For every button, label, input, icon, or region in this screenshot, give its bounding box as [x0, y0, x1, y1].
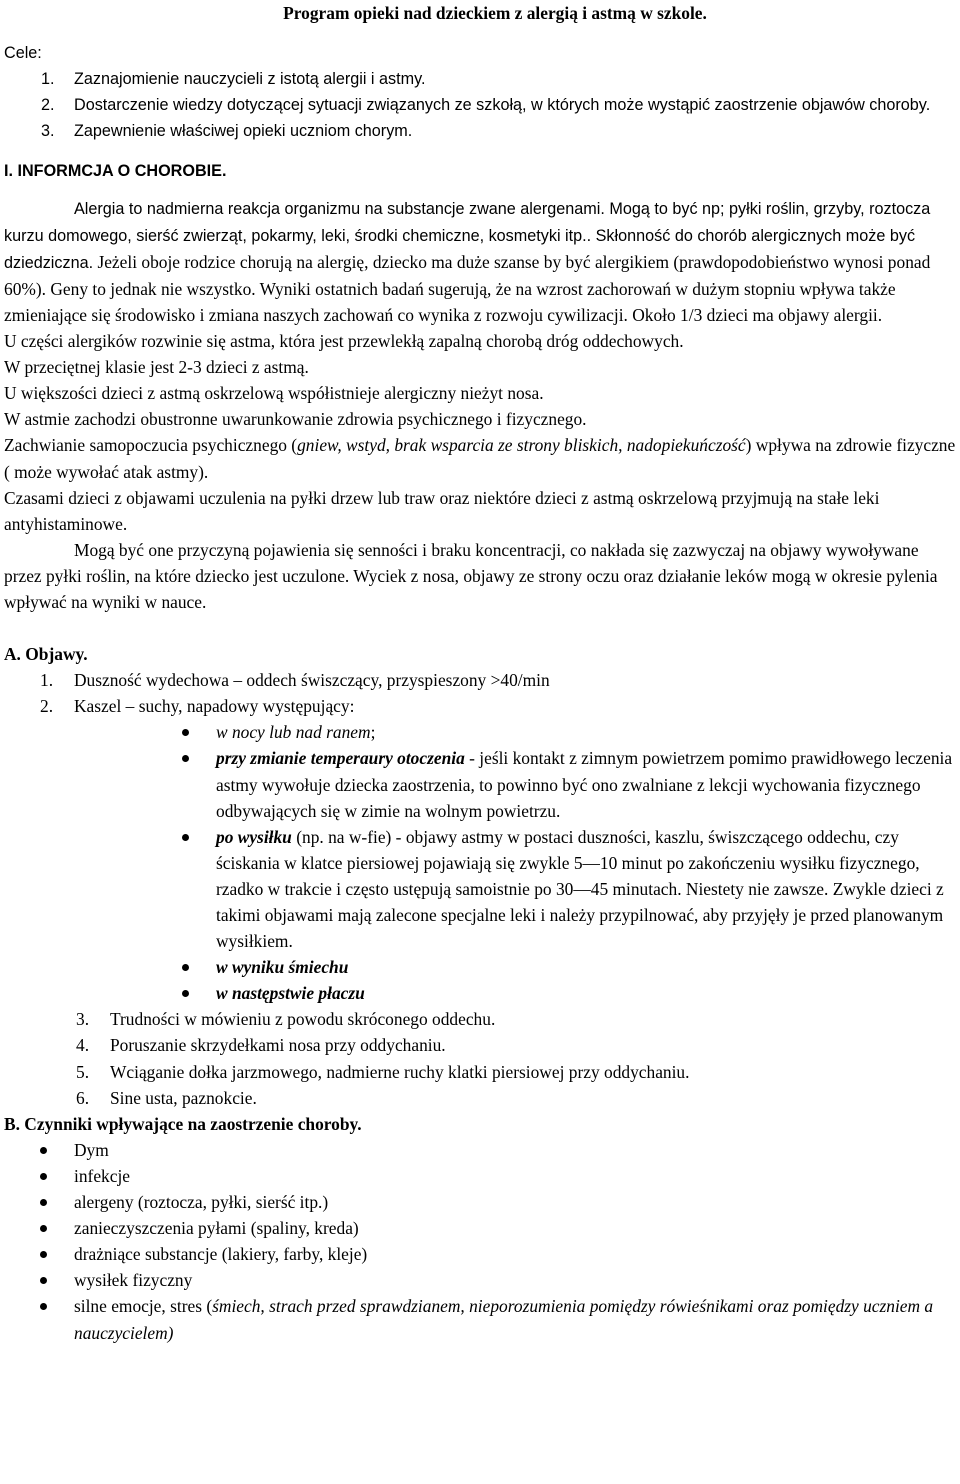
document-title: Program opieki nad dzieckiem z alergią i astmą w szkole. [283, 3, 707, 23]
bullet-icon [40, 1199, 47, 1206]
list-item: alergeny (roztocza, pyłki, sierść itp.) [4, 1189, 956, 1215]
list-item: 1. Zaznajomienie nauczycieli z istotą alergii i astmy. [41, 70, 426, 89]
spacer [4, 615, 956, 641]
list-item: 2. Kaszel – suchy, napadowy występujący: [40, 696, 355, 717]
cough-bullet-list [4, 719, 956, 1006]
list-item: infekcje [4, 1163, 956, 1189]
list-item: zanieczyszczenia pyłami (spaliny, kreda) [4, 1215, 956, 1241]
symptoms-list-continued [4, 1006, 956, 1110]
section-heading-symptoms: A. Objawy. [4, 644, 88, 665]
bullet-icon [40, 1173, 47, 1180]
paragraph-rhinitis: U większości dzieci z astmą oskrzelową współistnieje alergiczny nieżyt nosa. [4, 383, 544, 404]
bullet-icon [40, 1303, 47, 1310]
goals-list [4, 66, 956, 144]
list-item: 2. Dostarczenie wiedzy dotyczącej sytuacji związanych ze szkołą, w których może wystąpić zaostrzenie objawów choroby. [41, 96, 931, 115]
list-item: w następstwie płaczu [4, 980, 956, 1006]
list-item: 5. Wciąganie dołka jarzmowego, nadmierne ruchy klatki piersiowej przy oddychaniu. [76, 1061, 690, 1082]
list-item: przy zmianie temperaury otoczenia - jeśli kontakt z zimnym powietrzem pomimo prawidłowego leczenia astmy wywołuje dziecka zaostrzenia, to powinno być ono zwalniane z lekcji wychowania fizycznego odbywających się w zimie na wolnym powietrzu. [4, 745, 956, 823]
bullet-icon [182, 990, 189, 997]
symptoms-list [4, 667, 956, 719]
spacer [4, 26, 956, 40]
list-item: po wysiłku (np. na w-fie) - objawy astmy w postaci duszności, kaszlu, świszczącego oddechu, czy ściskania w klatce piersiowej pojawiają się zwykle 5—10 minut po zakończeniu wysiłku fizycznego, rzadko w trakcie i często ustępują samoistnie po 30—45 minutach. Niestety nie zawsze. Zwykle dzieci z takimi objawami mają zalecone specjalne leki i należy przypilnować, aby przyjęły je przed planowanym wysiłkiem. [4, 824, 956, 954]
list-item: w wyniku śmiechu [4, 954, 956, 980]
list-item: Dym [4, 1137, 956, 1163]
bullet-icon [182, 834, 189, 841]
list-item: 3. Trudności w mówieniu z powodu skróconego oddechu. [76, 1009, 496, 1030]
list-item: drażniące substancje (lakiery, farby, kleje) [4, 1241, 956, 1267]
list-item: 4. Poruszanie skrzydełkami nosa przy oddychaniu. [76, 1035, 446, 1056]
section-heading-info: I. INFORMCJA O CHOROBIE. [4, 162, 227, 181]
section-heading-factors: B. Czynniki wpływające na zaostrzenie choroby. [4, 1113, 362, 1134]
list-item: w nocy lub nad ranem; [4, 719, 956, 745]
spacer [4, 185, 956, 195]
list-item: 3. Zapewnienie właściwej opieki uczniom chorym. [41, 122, 413, 141]
paragraph-asthma: U części alergików rozwinie się astma, która jest przewlekłą zapalną chorobą dróg oddechowych. [4, 331, 684, 352]
factors-list [4, 1137, 956, 1346]
paragraph-wellbeing: Zachwianie samopoczucia psychicznego (gniew, wstyd, brak wsparcia ze strony bliskich, nadopiekuńczość) wpływa na zdrowie fizyczne ( może wywołać atak astmy). [4, 435, 956, 482]
spacer [4, 144, 956, 158]
bullet-icon [40, 1251, 47, 1258]
bullet-icon [182, 729, 189, 736]
list-item: 6. Sine usta, paznokcie. [76, 1087, 257, 1108]
list-item: wysiłek fizyczny [4, 1267, 956, 1293]
bullet-icon [182, 755, 189, 762]
paragraph-allergy: Alergia to nadmierna reakcja organizmu na substancje zwane alergenami. Mogą to być np; pyłki roślin, grzyby, roztocza kurzu domowego, sierść zwierząt, pokarmy, leki, środki chemiczne, kosmetyki itp.. Skłonność do chorób alergicznych może być dziedziczna. Jeżeli oboje rodzice chorują na alergię, dziecko ma duże szanse by być alergikiem (prawdopodobieństwo wynosi ponad 60%). Geny to jednak nie wszystko. Wyniki ostatnich badań sugerują, że na wzrost zachorowań w dużym stopniu wpływa także zmieniające się środowisko i zmiana naszych zachowań co wynika z rozwoju cywilizacji. Około 1/3 dzieci ma objawy alergii. [4, 199, 931, 325]
goals-heading: Cele: [4, 44, 42, 63]
bullet-icon [40, 1147, 47, 1154]
paragraph-class: W przeciętnej klasie jest 2-3 dzieci z astmą. [4, 357, 309, 378]
paragraph-drowsiness: Mogą być one przyczyną pojawienia się senności i braku koncentracji, co nakłada się zazwyczaj na objawy wywoływane przez pyłki roślin, na które dziecko jest uczulone. Wyciek z nosa, objawy ze strony oczu oraz działanie leków mogą w okresie pylenia wpływać na wyniki w nauce. [4, 539, 938, 612]
paragraph-mental-health: W astmie zachodzi obustronne uwarunkowanie zdrowia psychicznego i fizycznego. [4, 409, 587, 430]
list-item: 1. Duszność wydechowa – oddech świszczący, przyspieszony >40/min [40, 670, 550, 691]
paragraph-antihistamine: Czasami dzieci z objawami uczulenia na pyłki drzew lub traw oraz niektóre dzieci z astmą oskrzelową przyjmują na stałe leki antyhistaminowe. [4, 487, 880, 534]
bullet-icon [40, 1277, 47, 1284]
bullet-icon [40, 1225, 47, 1232]
bullet-icon [182, 964, 189, 971]
list-item: silne emocje, stres (śmiech, strach przed sprawdzianem, nieporozumienia pomiędzy rówieśnikami oraz pomiędzy uczniem a nauczycielem) [4, 1293, 956, 1345]
